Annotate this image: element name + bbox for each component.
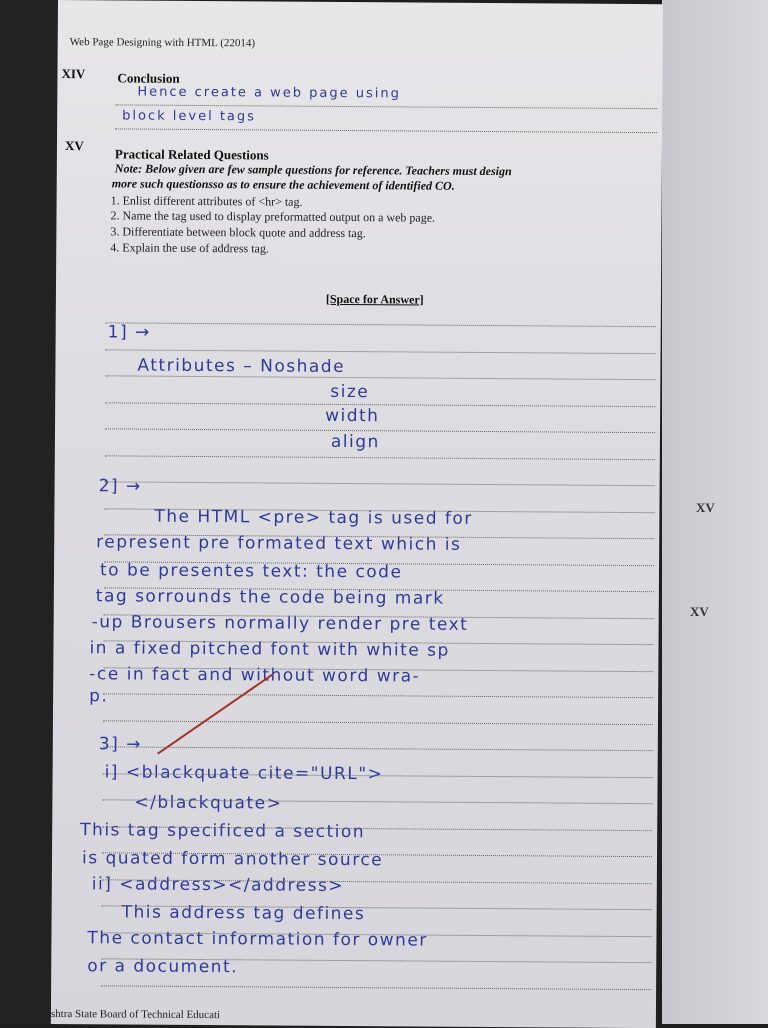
answer-line: This address tag defines	[121, 902, 366, 925]
answer-line: 1] →	[107, 322, 151, 343]
facing-page-label: XV	[696, 500, 715, 515]
ruled-line	[103, 746, 653, 751]
ruled-line	[106, 322, 656, 327]
section-title: Practical Related Questions	[114, 146, 269, 163]
ruled-line	[105, 428, 655, 433]
answer-line: i] <blackquate cite="URL">	[104, 762, 384, 785]
section-title: Conclusion	[117, 70, 180, 86]
answer-line: Attributes – Noshade	[137, 355, 346, 378]
answer-line: in a fixed pitched font with white sp	[89, 638, 450, 661]
answer-area	[58, 0, 663, 4]
answer-line: or a document.	[87, 956, 239, 978]
answer-line: align	[330, 431, 380, 453]
ruled-line	[115, 128, 657, 133]
page-footer: shtra State Board of Technical Educati	[50, 1007, 221, 1022]
note-line: more such questionsso as to ensure the achievement of identified CO.	[111, 176, 455, 193]
section-number: XV	[64, 138, 84, 154]
strikethrough-mark	[157, 673, 273, 754]
facing-page-label: XV	[690, 604, 709, 619]
ruled-line	[101, 985, 651, 990]
ruled-line	[103, 720, 653, 725]
running-head: Web Page Designing with HTML (22014)	[69, 36, 256, 50]
answer-line: -up Brousers normally render pre text	[91, 612, 469, 635]
answer-line: The HTML <pre> tag is used for	[154, 506, 473, 529]
question-2: 2. Name the tag used to display preformatted output on a web page.	[110, 208, 436, 225]
answer-line: 2] →	[98, 476, 142, 497]
question-1: 1. Enlist different attributes of <hr> tag.	[110, 193, 303, 209]
answer-line: size	[330, 381, 370, 403]
ruled-line	[105, 375, 655, 380]
space-for-answer-heading: [Space for Answer]	[325, 291, 424, 307]
ruled-line	[105, 455, 655, 460]
answer-line: is quated form another source	[81, 848, 384, 871]
answer-line: p.	[89, 686, 109, 707]
answer-line: width	[325, 405, 380, 427]
answer-line: This tag specificed a section	[80, 820, 366, 843]
conclusion-line: Hence create a web page using	[137, 84, 401, 102]
facing-page	[662, 0, 768, 1024]
answer-line: to be presentes text: the code	[99, 560, 403, 583]
answer-line: The contact information for owner	[87, 928, 428, 951]
answer-line: tag sorrounds the code being mark	[95, 586, 445, 609]
ruled-line	[106, 349, 656, 354]
section-number: XIV	[61, 66, 86, 82]
notebook-page	[51, 0, 663, 1028]
question-3: 3. Differentiate between block quote and address tag.	[110, 224, 366, 241]
question-4: 4. Explain the use of address tag.	[110, 240, 269, 256]
note-line: Note: Below given are few sample questions for reference. Teachers must design	[114, 161, 512, 179]
answer-line: 3] →	[98, 734, 142, 755]
answer-line: -ce in fact and without word wra-	[89, 664, 421, 687]
answer-line: represent pre formated text which is	[96, 532, 462, 555]
ruled-line	[105, 402, 655, 407]
ruled-line	[103, 693, 653, 698]
answer-line: ii] <address></address>	[91, 874, 345, 897]
answer-line: </blackquate>	[134, 792, 283, 814]
ruled-line	[105, 481, 655, 486]
conclusion-line: block level tags	[122, 108, 257, 125]
